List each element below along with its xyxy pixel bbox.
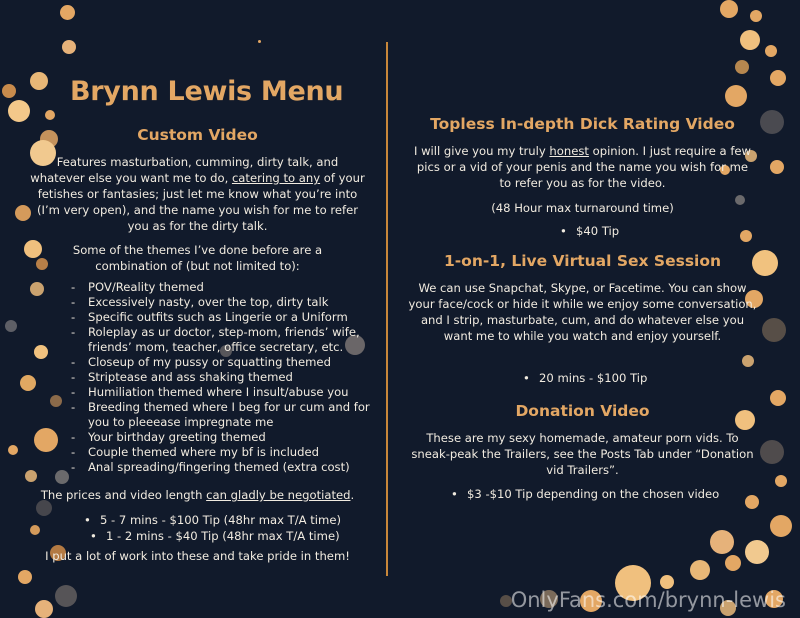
rating-video-heading: Topless In-depth Dick Rating Video (430, 115, 735, 133)
list-item: - Breeding themed where I beg for ur cum and for you to pleeease impregnate me (20, 400, 375, 430)
list-item: - Closeup of my pussy or squatting themed (20, 355, 375, 370)
page-title: Brynn Lewis Menu (70, 76, 344, 107)
live-session-heading: 1-on-1, Live Virtual Sex Session (443, 252, 722, 270)
column-divider (386, 42, 388, 576)
list-item: - Your birthday greeting themed (20, 430, 375, 445)
rating-video-description: I will give you my truly honest opinion. I just require a few pics or a vid of your penis and the name you wish for me to refer you as for the video. (413, 144, 752, 190)
pricing-note: The prices and video length can gladly be negotiated. (40, 488, 355, 502)
list-item: - Humiliation themed where I insult/abuse you (20, 385, 375, 400)
list-item: - POV/Reality themed (20, 280, 375, 295)
closing-note: I put a lot of work into these and take pride in them! (45, 549, 350, 563)
price-item-2: • 1 - 2 mins - $40 Tip (48hr max T/A time) (90, 529, 340, 543)
live-session-description: We can use Snapchat, Skype, or Facetime. You can show your face/cock or hide it while we enjoy some conversation, and I strip, masturbate, cum, and do whatever else you want me to while you watch and enjoy yourself. (408, 281, 757, 343)
price-item-1: • 5 - 7 mins - $100 Tip (48hr max T/A time) (84, 513, 341, 527)
list-item: - Specific outfits such as Lingerie or a Uniform (20, 310, 375, 325)
themes-list (20, 280, 375, 475)
custom-video-heading: Custom Video (137, 126, 258, 144)
list-item: - Striptease and ass shaking themed (20, 370, 375, 385)
list-item: - Excessively nasty, over the top, dirty talk (20, 295, 375, 310)
list-item: - Roleplay as ur doctor, step-mom, friends’ wife, friends’ mom, teacher, office secretary, etc. (20, 325, 375, 355)
watermark: OnlyFans.com/brynn-lewis (510, 588, 786, 612)
donation-video-description: These are my sexy homemade, amateur porn vids. To sneak-peak the Trailers, see the Posts Tab under “Donation vid Trailers”. (411, 431, 754, 477)
live-session-price: • 20 mins - $100 Tip (523, 371, 648, 385)
turnaround-note: (48 Hour max turnaround time) (491, 201, 674, 215)
list-item: - Anal spreading/fingering themed (extra cost) (20, 460, 375, 475)
rating-price: • $40 Tip (560, 224, 620, 238)
list-item: - Couple themed where my bf is included (20, 445, 375, 460)
themes-intro: Some of the themes I’ve done before are a combination of (but not limited to): (72, 243, 323, 273)
donation-video-heading: Donation Video (515, 402, 650, 420)
donation-price: • $3 -$10 Tip depending on the chosen video (451, 487, 720, 501)
custom-video-description: Features masturbation, cumming, dirty talk, and whatever else you want me to do, catering to any of your fetishes or fantasies; just let me know what you’re into (I’m very open), and the name you wish for me to refer you as for the dirty talk. (30, 155, 365, 233)
